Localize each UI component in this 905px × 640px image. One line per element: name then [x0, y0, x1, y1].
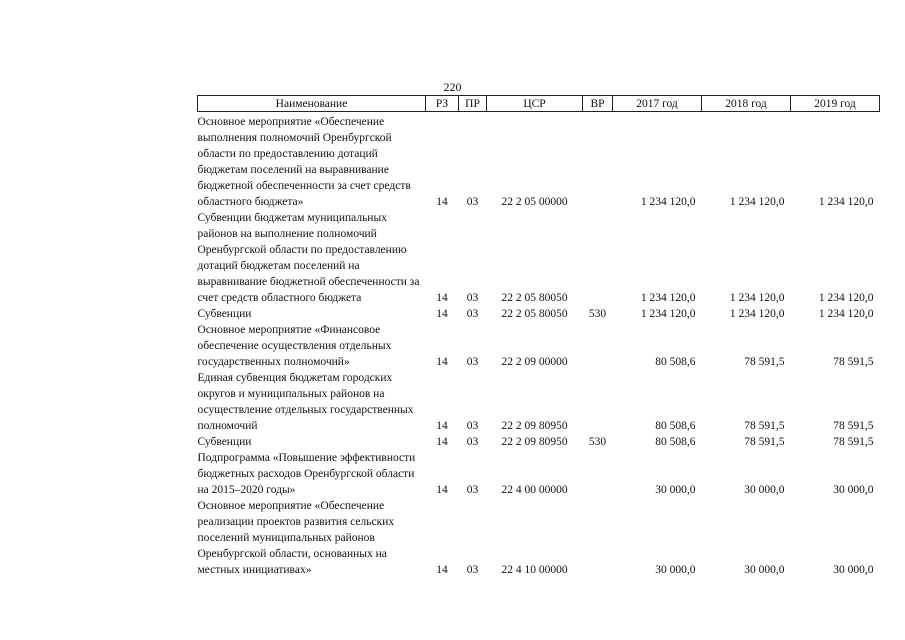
header-pr: ПР: [459, 96, 487, 112]
row-pr: 03: [466, 484, 479, 496]
row-rz: 14: [436, 420, 448, 432]
row-rz: 14: [436, 436, 448, 448]
row-name: Подпрограмма «Повышение эффективности бюджетных расходов Оренбургской области на 2015–2020 годы»: [197, 452, 416, 496]
header-csr: ЦСР: [487, 96, 583, 112]
row-pr: 03: [466, 292, 479, 304]
page-number: 220: [443, 80, 462, 94]
row-name: Субвенции бюджетам муниципальных районов на выполнение полномочий Оренбургской области по предоставлению дотаций бюджетам поселений на выравнивание бюджетной обеспеченности за счет средств областного бюджета: [197, 212, 420, 304]
header-vr: ВР: [583, 96, 613, 112]
row-2019: 78 591,5: [833, 436, 874, 448]
table-row: [198, 370, 880, 434]
row-2019: 1 234 120,0: [818, 196, 874, 208]
table-header-row: [198, 96, 880, 112]
row-2017: 80 508,6: [655, 436, 696, 448]
row-2018: 78 591,5: [744, 356, 785, 368]
row-vr: 530: [588, 436, 607, 448]
row-rz: 14: [436, 356, 448, 368]
row-csr: 22 4 00 00000: [501, 484, 568, 496]
row-rz: 14: [436, 196, 448, 208]
row-2017: 1 234 120,0: [640, 308, 696, 320]
row-2019: 1 234 120,0: [818, 292, 874, 304]
row-pr: 03: [466, 308, 479, 320]
row-2018: 1 234 120,0: [729, 308, 785, 320]
header-2018: 2018 год: [702, 96, 791, 112]
row-2019: 78 591,5: [833, 420, 874, 432]
row-name: Основное мероприятие «Обеспечение реализации проектов развития сельских поселений муниципальных районов Оренбургской области, основанных на местных инициативах»: [197, 500, 395, 576]
table-row: [198, 210, 880, 306]
row-2018: 30 000,0: [744, 564, 785, 576]
row-rz: 14: [436, 308, 448, 320]
row-vr: [583, 370, 613, 434]
row-pr: 03: [466, 436, 479, 448]
row-csr: 22 2 05 00000: [501, 196, 568, 208]
row-2018: 78 591,5: [744, 436, 785, 448]
row-2017: 1 234 120,0: [640, 292, 696, 304]
row-vr: 530: [588, 308, 607, 320]
row-2017: 80 508,6: [655, 356, 696, 368]
row-2017: 30 000,0: [655, 564, 696, 576]
row-2018: 1 234 120,0: [729, 292, 785, 304]
table-row: [198, 322, 880, 370]
row-pr: 03: [466, 356, 479, 368]
table-row: [198, 434, 880, 450]
row-name: Основное мероприятие «Обеспечение выполнения полномочий Оренбургской области по предоставлению дотаций бюджетам поселений на выравнивание бюджетной обеспеченности за счет средств областного бюджета»: [197, 116, 411, 208]
row-2019: 30 000,0: [833, 484, 874, 496]
row-2017: 30 000,0: [655, 484, 696, 496]
row-vr: [583, 322, 613, 370]
row-csr: 22 2 05 80050: [501, 308, 568, 320]
row-2018: 78 591,5: [744, 420, 785, 432]
row-csr: 22 2 05 80050: [501, 292, 568, 304]
row-vr: [583, 498, 613, 578]
row-pr: 03: [466, 196, 479, 208]
row-rz: 14: [436, 292, 448, 304]
row-pr: 03: [466, 420, 479, 432]
table-row: [198, 306, 880, 322]
row-vr: [583, 210, 613, 306]
row-2017: 80 508,6: [655, 420, 696, 432]
header-name: Наименование: [198, 96, 426, 112]
header-2019: 2019 год: [791, 96, 880, 112]
row-2017: 1 234 120,0: [640, 196, 696, 208]
row-pr: 03: [466, 564, 479, 576]
row-csr: 22 2 09 80950: [501, 436, 568, 448]
row-2019: 1 234 120,0: [818, 308, 874, 320]
row-2019: 78 591,5: [833, 356, 874, 368]
row-vr: [583, 112, 613, 211]
budget-table: [197, 95, 880, 578]
row-csr: 22 2 09 80950: [501, 420, 568, 432]
row-name: Основное мероприятие «Финансовое обеспечение осуществления отдельных государственных полномочий»: [197, 324, 392, 368]
row-name: Субвенции: [197, 436, 252, 448]
table-row: [198, 450, 880, 498]
row-csr: 22 2 09 00000: [501, 356, 568, 368]
table-row: [198, 498, 880, 578]
table-row: [198, 112, 880, 211]
row-rz: 14: [436, 484, 448, 496]
row-2019: 30 000,0: [833, 564, 874, 576]
row-2018: 30 000,0: [744, 484, 785, 496]
row-2018: 1 234 120,0: [729, 196, 785, 208]
header-rz: РЗ: [426, 96, 459, 112]
row-name: Субвенции: [197, 308, 252, 320]
row-csr: 22 4 10 00000: [501, 564, 568, 576]
row-vr: [583, 450, 613, 498]
row-rz: 14: [436, 564, 448, 576]
header-2017: 2017 год: [613, 96, 702, 112]
row-name: Единая субвенция бюджетам городских округов и муниципальных районов на осуществление отдельных государственных полномочий: [197, 372, 414, 432]
